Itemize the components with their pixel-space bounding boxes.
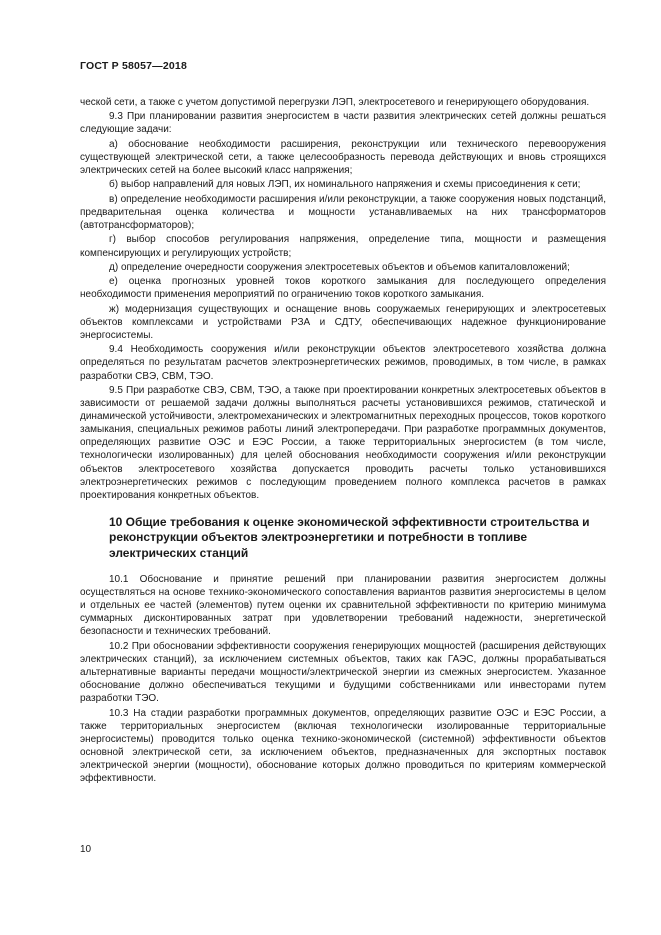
clause-9-3-b: б) выбор направлений для новых ЛЭП, их номинального напряжения и схемы присоединения к сети; — [109, 179, 581, 191]
clause-9-3-zh: ж) модернизация существующих и оснащение вновь сооружаемых генерирующих и электросетевых объектов комплексами и устройствами РЗА и СДТУ, обеспечивающих надежное функционирование энергосистемы. — [80, 303, 606, 341]
clause-9-3-e: е) оценка прогнозных уровней токов короткого замыкания для последующего определения необходимости применения мероприятий по ограничению токов короткого замыкания. — [80, 276, 606, 301]
clause-9-3-d: д) определение очередности сооружения электросетевых объектов и объемов капиталовложений; — [109, 261, 570, 273]
clause-9-3: 9.3 При планировании развития энергосистем в части развития электрических сетей должны решаться следующие задачи: — [80, 111, 606, 136]
page-number: 10 — [80, 844, 92, 855]
clause-9-3-g: г) выбор способов регулирования напряжения, определение типа, мощности и размещения компенсирующих и регулирующих устройств; — [80, 234, 606, 259]
standard-header: ГОСТ Р 58057—2018 — [80, 60, 188, 72]
clause-9-3-a: а) обоснование необходимости расширения, реконструкции или технического перевооружения существующей электрической сети, а также целесообразность перевода действующих и вновь строящихся электрических сетей на более высокий класс напряжения; — [80, 138, 606, 177]
clause-9-4: 9.4 Необходимость сооружения и/или реконструкции объектов электросетевого хозяйства должна определяться по результатам расчетов электроэнергетических режимов, проводимых, в том числе, в рамках разработки СВЭ, СВМ, ТЭО. — [80, 344, 606, 382]
clause-9-3-v: в) определение необходимости расширения и/или реконструкции, а также сооружения новых подстанций, предварительная оценка количества и мощности устанавливаемых на них трансформаторов (автотрансформаторов); — [80, 193, 606, 232]
section-10-title: 10 Общие требования к оценке экономической эффективности строительства и реконструкции объектов электроэнергетики и потребности в топливе электрических станций — [109, 514, 590, 560]
clause-10-3: 10.3 На стадии разработки программных документов, определяющих развитие ОЭС и ЕЭС России, а также территориальных энергосистем (включая технологически изолированные территориальные энергосистемы) проводится только оценка технико-экономической (системной) эффективности объектов основной электрической сети, за исключением объектов, предназначенных для экспортных поставок электрической энергии (мощности), обоснование которых должно проводиться по критериям коммерческой эффективности. — [80, 707, 606, 784]
clause-10-1: 10.1 Обоснование и принятие решений при планировании развития энергосистем должны осуществляться на основе технико-экономического сопоставления вариантов развития энергосистемы в целом и отдельных ее частей (элементов) путем оценки их сравнительной эффективности по критерию минимума суммарных дисконтированных затрат при удовлетворении требований надежности, энергетической безопасности и технических требований. — [80, 574, 606, 638]
clause-10-2: 10.2 При обосновании эффективности сооружения генерирующих мощностей (расширения действующих электрических станций), за исключением системных объектов, таких как ГАЭС, должны прорабатываться альтернативные варианты передачи мощности/электрической энергии из смежных энергосистем. Указанное обоснование должно обеспечиваться текущими и будущими собственниками или инвесторами путем разработки ТЭО. — [80, 640, 606, 705]
intro-paragraph: ческой сети, а также с учетом допустимой перегрузки ЛЭП, электросетевого и генерирующего оборудования. — [80, 97, 590, 108]
clause-9-5: 9.5 При разработке СВЭ, СВМ, ТЭО, а также при проектировании конкретных электросетевых объектов в зависимости от решаемой задачи должны выполняться расчеты установившихся режимов, статической и динамической устойчивости, электромеханических и электромагнитных переходных процессов, токов короткого замыкания, специальных режимов работы линий электропередачи. При разработке программных документов, определяющих развитие ОЭС и ЕЭС России, а также территориальных энергосистем (в том числе, технологически изолированных) для целей обоснования необходимости сооружения и/или реконструкции объектов электросетевого хозяйства допускается проводить расчеты только установившихся электроэнергетических режимов с последующим проведением полного комплекса расчетов в рамках проектирования конкретных объектов. — [80, 384, 606, 501]
page-content — [80, 96, 606, 786]
